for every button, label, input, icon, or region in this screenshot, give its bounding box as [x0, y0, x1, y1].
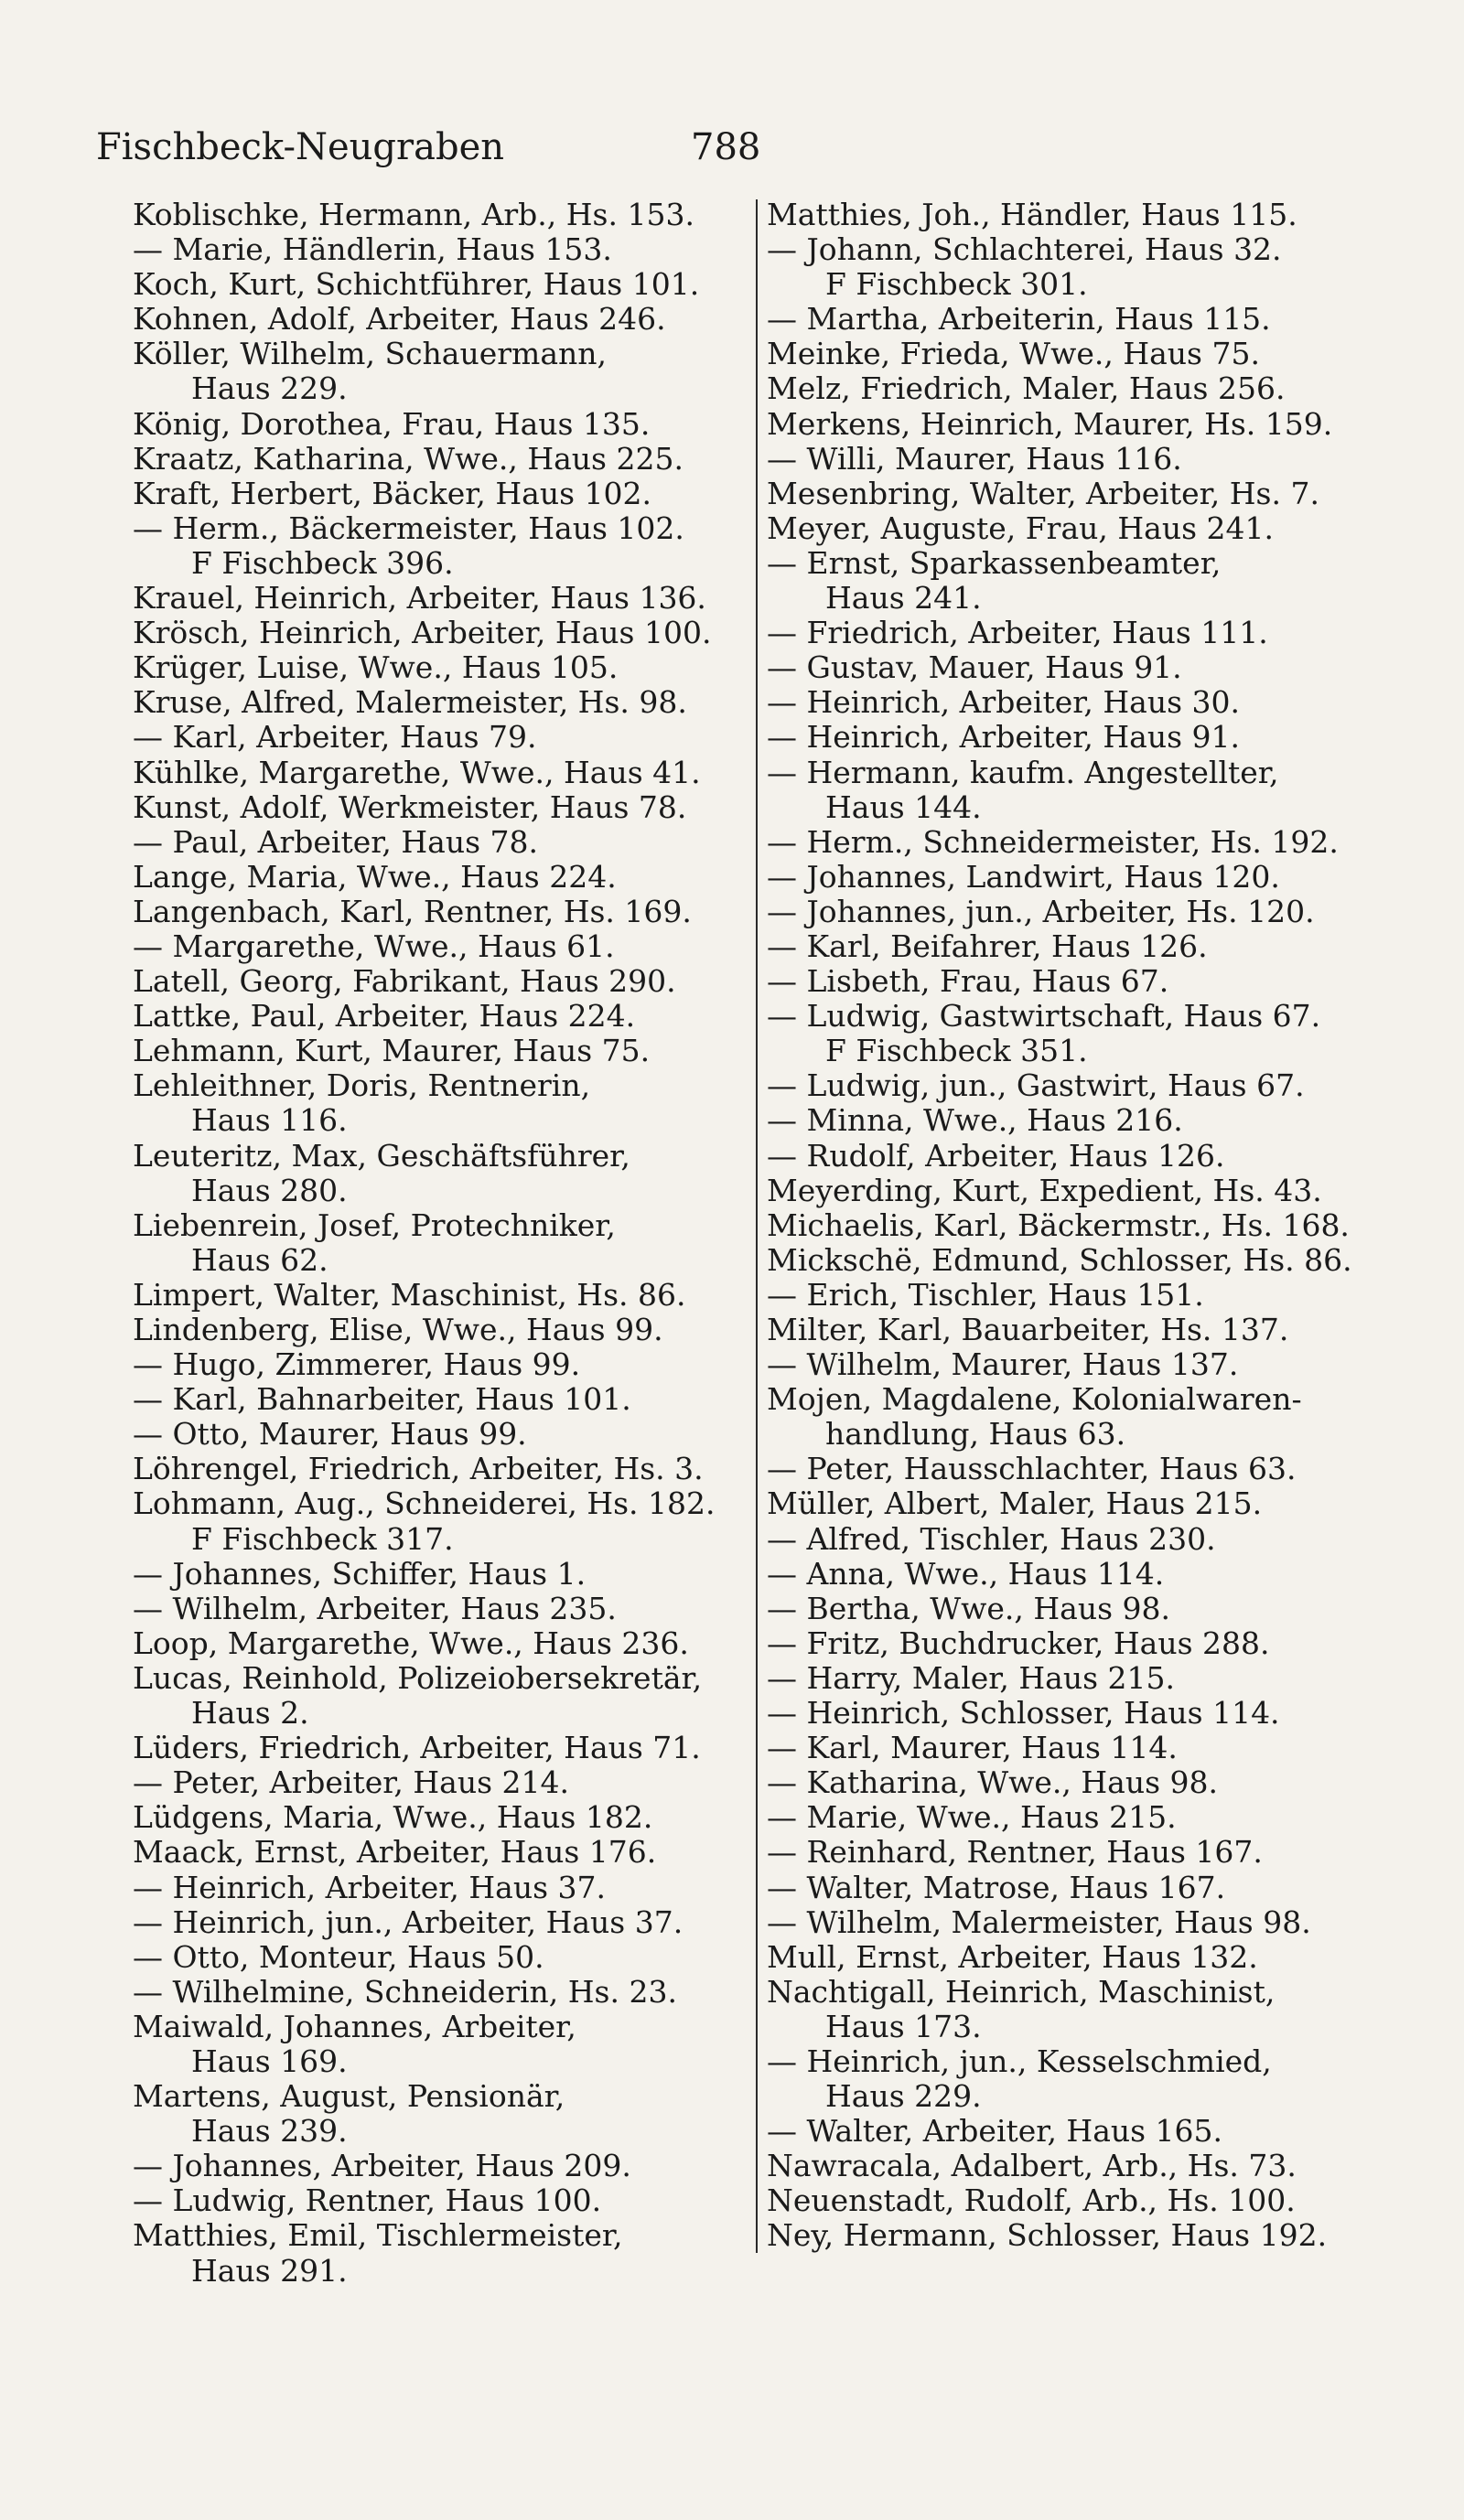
right-column: [767, 198, 1389, 2254]
directory-line: Lehmann, Kurt, Maurer, Haus 75.: [133, 1034, 651, 1069]
directory-line: — Otto, Monteur, Haus 50.: [133, 1939, 544, 1975]
directory-line: — Ludwig, Rentner, Haus 100.: [133, 2183, 602, 2219]
directory-line: Leuteritz, Max, Geschäftsführer,: [133, 1138, 630, 1174]
directory-line: — Heinrich, Arbeiter, Haus 91.: [767, 720, 1240, 756]
directory-line: — Fritz, Buchdrucker, Haus 288.: [767, 1625, 1270, 1661]
directory-line: — Rudolf, Arbeiter, Haus 126.: [767, 1138, 1225, 1174]
directory-line: Lohmann, Aug., Schneiderei, Hs. 182.: [133, 1486, 716, 1522]
directory-line: Mojen, Magdalene, Kolonialwaren-: [767, 1382, 1302, 1418]
directory-line: Milter, Karl, Bauarbeiter, Hs. 137.: [767, 1313, 1289, 1347]
directory-line: — Walter, Arbeiter, Haus 165.: [767, 2114, 1223, 2150]
directory-line: — Karl, Arbeiter, Haus 79.: [133, 720, 537, 756]
directory-line: — Wilhelmine, Schneiderin, Hs. 23.: [133, 1974, 677, 2010]
page-number: 788: [691, 126, 761, 168]
directory-line: — Lisbeth, Frau, Haus 67.: [767, 964, 1169, 1000]
directory-line: Mull, Ernst, Arbeiter, Haus 132.: [767, 1939, 1258, 1975]
directory-line: — Wilhelm, Arbeiter, Haus 235.: [133, 1591, 617, 1626]
directory-line: — Heinrich, jun., Kesselschmied,: [767, 2043, 1272, 2079]
directory-line: Krauel, Heinrich, Arbeiter, Haus 136.: [133, 581, 706, 617]
directory-line: Löhrengel, Friedrich, Arbeiter, Hs. 3.: [133, 1452, 704, 1487]
directory-line: Kunst, Adolf, Werkmeister, Haus 78.: [133, 789, 687, 825]
directory-line: — Margarethe, Wwe., Haus 61.: [133, 928, 615, 964]
directory-line: Kraft, Herbert, Bäcker, Haus 102.: [133, 476, 651, 511]
directory-line: — Ludwig, Gastwirtschaft, Haus 67.: [767, 999, 1321, 1035]
directory-line: — Gustav, Mauer, Haus 91.: [767, 650, 1182, 686]
directory-line: Loop, Margarethe, Wwe., Haus 236.: [133, 1625, 689, 1661]
directory-line: Mesenbring, Walter, Arbeiter, Hs. 7.: [767, 476, 1319, 511]
directory-line: Nawracala, Adalbert, Arb., Hs. 73.: [767, 2149, 1297, 2184]
directory-line: Langenbach, Karl, Rentner, Hs. 169.: [133, 894, 692, 929]
directory-line: — Marie, Wwe., Haus 215.: [767, 1800, 1177, 1836]
directory-line: — Heinrich, jun., Arbeiter, Haus 37.: [133, 1904, 684, 1940]
directory-line: Haus 291.: [191, 2253, 348, 2289]
directory-line: Meyerding, Kurt, Expedient, Hs. 43.: [767, 1173, 1322, 1208]
directory-line: Lehleithner, Doris, Rentnerin,: [133, 1068, 591, 1104]
directory-line: Haus 116.: [191, 1103, 348, 1139]
directory-line: F Fischbeck 301.: [825, 267, 1088, 303]
directory-line: F Fischbeck 317.: [191, 1521, 454, 1557]
directory-line: Lüders, Friedrich, Arbeiter, Haus 71.: [133, 1731, 701, 1766]
directory-line: Haus 173.: [825, 2009, 982, 2044]
directory-line: Krüger, Luise, Wwe., Haus 105.: [133, 650, 619, 686]
directory-line: — Herm., Bäckermeister, Haus 102.: [133, 510, 684, 546]
directory-line: — Anna, Wwe., Haus 114.: [767, 1556, 1165, 1592]
directory-line: — Johann, Schlachterei, Haus 32.: [767, 232, 1282, 268]
directory-line: — Hugo, Zimmerer, Haus 99.: [133, 1347, 581, 1383]
directory-line: Koblischke, Hermann, Arb., Hs. 153.: [133, 198, 694, 232]
directory-line: Liebenrein, Josef, Protechniker,: [133, 1207, 616, 1243]
directory-line: Matthies, Joh., Händler, Haus 115.: [767, 198, 1297, 232]
directory-line: Haus 229.: [825, 2079, 982, 2115]
directory-line: — Johannes, Landwirt, Haus 120.: [767, 859, 1280, 895]
directory-line: Haus 229.: [191, 371, 348, 407]
directory-line: Meyer, Auguste, Frau, Haus 241.: [767, 510, 1274, 546]
directory-line: Haus 239.: [191, 2114, 348, 2150]
directory-line: Martens, August, Pensionär,: [133, 2079, 565, 2115]
directory-line: — Johannes, jun., Arbeiter, Hs. 120.: [767, 894, 1315, 929]
directory-line: Haus 144.: [825, 789, 982, 825]
directory-line: — Marie, Händlerin, Haus 153.: [133, 232, 612, 268]
directory-line: — Heinrich, Arbeiter, Haus 37.: [133, 1870, 606, 1905]
directory-line: — Walter, Matrose, Haus 167.: [767, 1870, 1226, 1905]
directory-line: — Heinrich, Arbeiter, Haus 30.: [767, 685, 1240, 721]
directory-line: Merkens, Heinrich, Maurer, Hs. 159.: [767, 406, 1333, 442]
directory-line: Koch, Kurt, Schichtführer, Haus 101.: [133, 267, 700, 303]
directory-line: — Johannes, Schiffer, Haus 1.: [133, 1556, 587, 1592]
directory-line: — Hermann, kaufm. Angestellter,: [767, 755, 1279, 790]
directory-line: Haus 2.: [191, 1696, 309, 1732]
directory-line: Kruse, Alfred, Malermeister, Hs. 98.: [133, 685, 687, 721]
directory-line: Ney, Hermann, Schlosser, Haus 192.: [767, 2218, 1328, 2254]
directory-line: — Bertha, Wwe., Haus 98.: [767, 1591, 1170, 1626]
directory-line: F Fischbeck 351.: [825, 1034, 1088, 1069]
directory-line: — Peter, Hausschlachter, Haus 63.: [767, 1452, 1297, 1487]
directory-line: Krösch, Heinrich, Arbeiter, Haus 100.: [133, 616, 712, 651]
directory-line: Haus 62.: [191, 1242, 328, 1278]
directory-line: — Friedrich, Arbeiter, Haus 111.: [767, 616, 1268, 651]
directory-line: — Reinhard, Rentner, Haus 167.: [767, 1835, 1263, 1871]
directory-line: Meinke, Frieda, Wwe., Haus 75.: [767, 337, 1260, 372]
directory-line: — Alfred, Tischler, Haus 230.: [767, 1521, 1216, 1557]
directory-line: — Ludwig, jun., Gastwirt, Haus 67.: [767, 1068, 1305, 1104]
directory-line: Maiwald, Johannes, Arbeiter,: [133, 2009, 576, 2044]
directory-line: handlung, Haus 63.: [825, 1417, 1126, 1453]
directory-line: Kraatz, Katharina, Wwe., Haus 225.: [133, 441, 684, 477]
directory-line: — Otto, Maurer, Haus 99.: [133, 1417, 527, 1453]
directory-line: — Minna, Wwe., Haus 216.: [767, 1103, 1183, 1139]
directory-line: — Karl, Maurer, Haus 114.: [767, 1731, 1178, 1766]
directory-line: — Ernst, Sparkassenbeamter,: [767, 545, 1222, 581]
directory-line: Lüdgens, Maria, Wwe., Haus 182.: [133, 1800, 653, 1836]
directory-line: Maack, Ernst, Arbeiter, Haus 176.: [133, 1835, 657, 1871]
directory-line: — Katharina, Wwe., Haus 98.: [767, 1765, 1219, 1801]
column-divider: [756, 199, 758, 2253]
directory-line: Haus 241.: [825, 581, 982, 617]
directory-line: Latell, Georg, Fabrikant, Haus 290.: [133, 964, 676, 1000]
directory-line: — Heinrich, Schlosser, Haus 114.: [767, 1696, 1280, 1732]
running-head: Fischbeck-Neugraben: [96, 126, 505, 168]
directory-line: Nachtigall, Heinrich, Maschinist,: [767, 1974, 1276, 2010]
directory-line: Kohnen, Adolf, Arbeiter, Haus 246.: [133, 302, 666, 338]
directory-line: Haus 169.: [191, 2043, 348, 2079]
directory-line: Haus 280.: [191, 1173, 348, 1208]
directory-line: Matthies, Emil, Tischlermeister,: [133, 2218, 623, 2254]
directory-line: Lattke, Paul, Arbeiter, Haus 224.: [133, 999, 636, 1035]
directory-line: — Martha, Arbeiterin, Haus 115.: [767, 302, 1271, 338]
directory-line: — Wilhelm, Maurer, Haus 137.: [767, 1347, 1239, 1383]
directory-line: Melz, Friedrich, Maler, Haus 256.: [767, 371, 1286, 407]
directory-line: Lucas, Reinhold, Polizeiobersekretär,: [133, 1660, 703, 1696]
directory-line: — Willi, Maurer, Haus 116.: [767, 441, 1182, 477]
directory-line: Limpert, Walter, Maschinist, Hs. 86.: [133, 1277, 686, 1313]
directory-line: Neuenstadt, Rudolf, Arb., Hs. 100.: [767, 2183, 1296, 2219]
directory-line: Lindenberg, Elise, Wwe., Haus 99.: [133, 1313, 663, 1347]
directory-line: — Paul, Arbeiter, Haus 78.: [133, 824, 539, 860]
directory-line: — Erich, Tischler, Haus 151.: [767, 1277, 1204, 1313]
directory-line: Müller, Albert, Maler, Haus 215.: [767, 1486, 1263, 1522]
directory-line: Lange, Maria, Wwe., Haus 224.: [133, 859, 617, 895]
directory-line: König, Dorothea, Frau, Haus 135.: [133, 406, 651, 442]
directory-line: — Karl, Bahnarbeiter, Haus 101.: [133, 1382, 631, 1418]
page-header: [96, 126, 1377, 181]
directory-line: Kühlke, Margarethe, Wwe., Haus 41.: [133, 755, 701, 790]
directory-line: Köller, Wilhelm, Schauermann,: [133, 337, 607, 372]
directory-line: — Herm., Schneidermeister, Hs. 192.: [767, 824, 1339, 860]
directory-line: — Harry, Maler, Haus 215.: [767, 1660, 1176, 1696]
directory-line: — Johannes, Arbeiter, Haus 209.: [133, 2149, 631, 2184]
directory-line: Michaelis, Karl, Bäckermstr., Hs. 168.: [767, 1207, 1350, 1243]
directory-line: — Wilhelm, Malermeister, Haus 98.: [767, 1904, 1311, 1940]
directory-line: Mickschë, Edmund, Schlosser, Hs. 86.: [767, 1242, 1352, 1278]
directory-line: — Peter, Arbeiter, Haus 214.: [133, 1765, 570, 1801]
directory-line: F Fischbeck 396.: [191, 545, 454, 581]
directory-line: — Karl, Beifahrer, Haus 126.: [767, 928, 1208, 964]
left-column: [133, 198, 746, 2289]
